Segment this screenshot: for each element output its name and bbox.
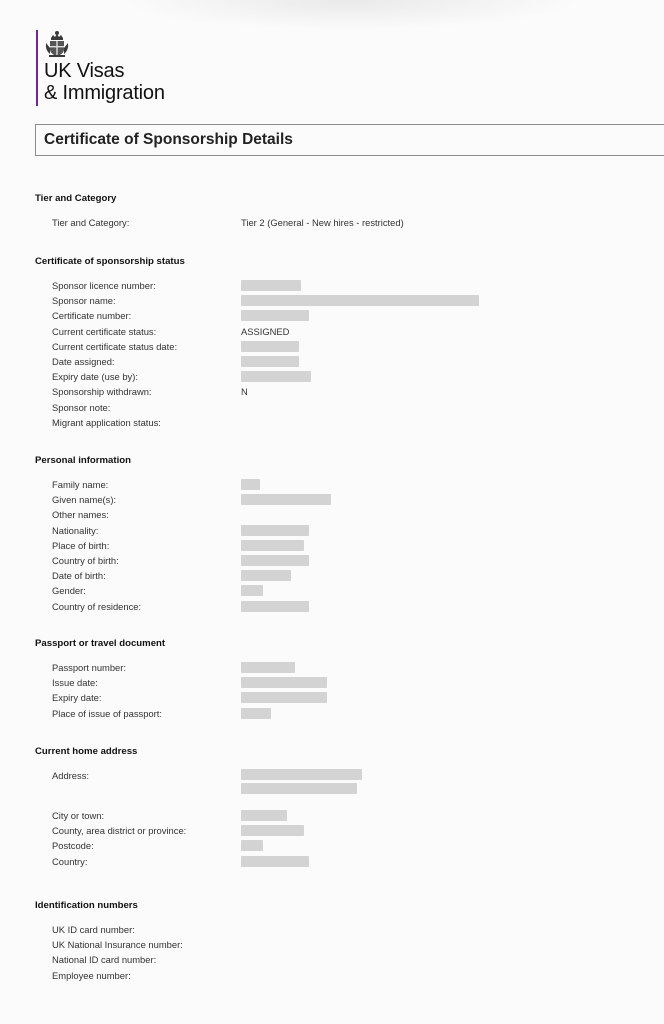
field-label: Gender: [52,585,86,597]
field-value [241,922,635,937]
ukvi-logo [36,30,165,106]
field-label: Country: [52,855,88,867]
field-label: Certificate number: [52,310,132,322]
field-label: Expiry date (use by): [52,371,138,383]
field-label: Country of birth: [52,555,119,567]
redacted-value [241,295,479,306]
redacted-value-line-2 [241,783,357,794]
field-label: Given name(s): [52,494,117,506]
redacted-value [241,662,295,673]
redacted-value [241,810,287,821]
field-label: Passport number: [52,662,126,674]
section-title: Tier and Category [35,193,117,204]
photo-shadow [120,0,580,30]
field-row [35,523,635,538]
field-row [35,538,635,553]
field-label: Expiry date: [52,692,102,704]
field-row [35,278,635,293]
field-row [35,415,635,430]
field-row [35,400,635,415]
redacted-value [241,601,309,612]
field-row [35,507,635,522]
field-label: Family name: [52,479,109,491]
field-label: County, area district or province: [52,825,187,837]
field-row [35,922,635,937]
redacted-value [241,677,327,688]
section-title: Current home address [35,746,138,757]
field-label: Place of issue of passport: [52,707,162,719]
field-row [35,854,635,869]
field-row [35,215,635,230]
field-label: Issue date: [52,677,98,689]
field-row [35,324,635,339]
field-row [35,553,635,568]
section-home-address [35,746,635,869]
field-row [35,706,635,721]
field-row [35,599,635,614]
field-row [35,937,635,952]
redacted-value [241,371,311,382]
section-passport [35,638,635,721]
field-label: UK ID card number: [52,924,135,936]
field-value [241,952,635,967]
field-value [241,507,635,522]
redacted-value [241,825,304,836]
section-tier-and-category [35,193,635,230]
field-label: Nationality: [52,524,99,536]
field-value: N [241,386,248,398]
field-label: Country of residence: [52,600,142,612]
field-row [35,838,635,853]
redacted-value [241,341,299,352]
field-label: Place of birth: [52,539,110,551]
section-title: Certificate of sponsorship status [35,256,185,267]
section-title: Passport or travel document [35,638,166,649]
field-label: Sponsorship withdrawn: [52,386,152,398]
field-label: City or town: [52,810,105,822]
logo-text-line-2: & Immigration [44,82,165,104]
logo-accent-bar [36,30,38,106]
section-title: Personal information [35,455,131,466]
field-row [35,808,635,823]
redacted-value [241,570,291,581]
field-label: Postcode: [52,840,94,852]
redacted-value [241,555,309,566]
field-label: Other names: [52,509,109,521]
field-value [241,415,635,430]
section-personal-information [35,455,635,614]
redacted-value [241,692,327,703]
field-label: National ID card number: [52,954,157,966]
field-label: Sponsor name: [52,295,116,307]
field-row [35,968,635,983]
field-row [35,492,635,507]
redacted-value [241,769,362,780]
redacted-value [241,708,271,719]
section-cos-status [35,256,635,430]
field-row [35,952,635,967]
redacted-value [241,479,260,490]
field-label: Migrant application status: [52,416,161,428]
field-row [35,369,635,384]
field-value [241,968,635,983]
field-value: ASSIGNED [241,325,290,337]
field-label: Tier and Category: [52,217,130,229]
section-identification-numbers [35,900,635,983]
field-row [35,583,635,598]
field-row [35,568,635,583]
logo-text-line-1: UK Visas [44,60,125,82]
field-label: Employee number: [52,969,131,981]
redacted-value [241,840,263,851]
field-label: Sponsor licence number: [52,280,156,292]
field-row [35,823,635,838]
page-title: Certificate of Sponsorship Details [35,124,664,156]
field-row [35,308,635,323]
field-label: Date assigned: [52,356,115,368]
field-label: Date of birth: [52,570,106,582]
field-label: Sponsor note: [52,401,111,413]
field-value: Tier 2 (General - New hires - restricted) [241,217,404,229]
field-row [35,477,635,492]
redacted-value [241,856,309,867]
redacted-value [241,525,309,536]
redacted-value [241,280,301,291]
field-label: Current certificate status date: [52,340,178,352]
field-label: UK National Insurance number: [52,939,183,951]
redacted-value [241,494,331,505]
field-label: Current certificate status: [52,325,157,337]
field-row [35,768,635,800]
field-row [35,384,635,399]
redacted-value [241,310,309,321]
redacted-value [241,585,263,596]
field-label: Address: [52,770,89,781]
field-row [35,660,635,675]
field-row [35,690,635,705]
redacted-value [241,356,299,367]
redacted-value [241,540,304,551]
field-value [241,400,635,415]
section-title: Identification numbers [35,900,138,911]
field-row [35,675,635,690]
field-row [35,354,635,369]
field-value [241,937,635,952]
field-row [35,293,635,308]
field-row [35,339,635,354]
royal-crest-icon [44,30,70,58]
